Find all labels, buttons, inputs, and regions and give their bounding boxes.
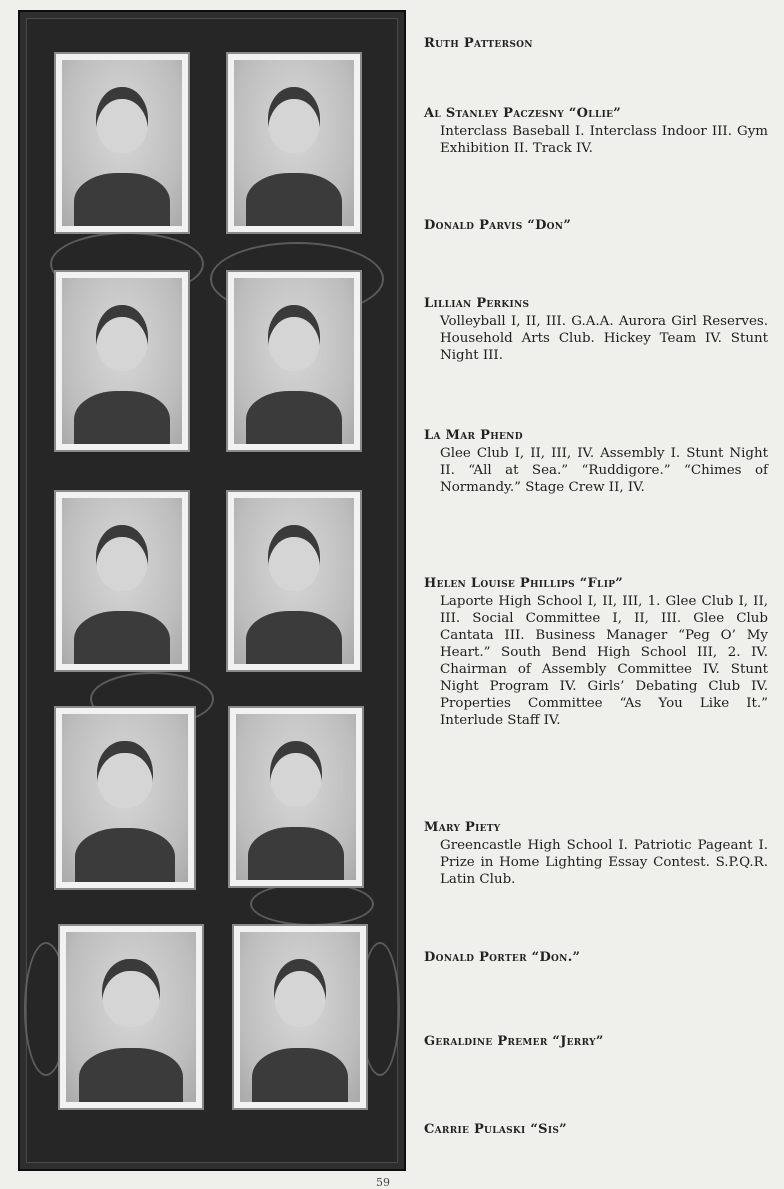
portrait-image <box>236 714 356 880</box>
student-name: Donald Parvis “Don” <box>424 218 572 233</box>
portrait-photo <box>226 490 362 672</box>
portrait-photo <box>58 924 204 1110</box>
student-name: Ruth Patterson <box>424 36 533 51</box>
student-activities: Laporte High School I, II, III, 1. Glee Club I, II, III. Social Committee I, II, III. Glee Club Cantata III. Business Manager “Peg O’ My Heart.” South Bend High School III, 2. IV. Chairman of Assembly Committee IV. Stunt Night Program IV. Girls’ Debating Club IV. Properties Committee “As You Like It.” Interlude Staff IV. <box>440 594 768 728</box>
portrait-photo <box>54 270 190 452</box>
portrait-image <box>234 498 354 664</box>
student-name: Donald Porter “Don.” <box>424 950 581 965</box>
student-entry <box>424 36 768 53</box>
student-entry <box>424 576 768 729</box>
student-name: Lillian Perkins <box>424 296 530 311</box>
student-activities: Glee Club I, II, III, IV. Assembly I. Stunt Night II. “All at Sea.” “Ruddigore.” “Chimes of Normandy.” Stage Crew II, IV. <box>440 446 768 495</box>
portrait-photo <box>54 52 190 234</box>
student-activities: Greencastle High School I. Patriotic Pageant I. Prize in Home Lighting Essay Contest. S.P.Q.R. Latin Club. <box>440 838 768 887</box>
portrait-photo <box>228 706 364 888</box>
portrait-image <box>66 932 196 1102</box>
student-entry <box>424 106 768 157</box>
student-entry <box>424 296 768 364</box>
portrait-photo <box>226 270 362 452</box>
portrait-photo <box>54 490 190 672</box>
portrait-photo <box>226 52 362 234</box>
portrait-image <box>62 714 188 882</box>
ornament-scroll <box>250 882 374 926</box>
student-name: Carrie Pulaski “Sis” <box>424 1122 567 1137</box>
portrait-image <box>234 278 354 444</box>
student-activities: Interclass Baseball I. Interclass Indoor III. Gym Exhibition II. Track IV. <box>440 124 768 156</box>
student-name: La Mar Phend <box>424 428 523 443</box>
photo-panel <box>18 10 406 1171</box>
portrait-image <box>62 60 182 226</box>
student-name: Al Stanley Paczesny “Ollie” <box>424 106 622 121</box>
portrait-photo <box>54 706 196 890</box>
portrait-image <box>62 498 182 664</box>
student-entry <box>424 428 768 496</box>
student-entry <box>424 820 768 888</box>
page-number: 59 <box>376 1176 390 1189</box>
student-entry <box>424 1122 768 1139</box>
student-activities: Volleyball I, II, III. G.A.A. Aurora Girl Reserves. Household Arts Club. Hickey Team IV. Stunt Night III. <box>440 314 768 363</box>
student-entry <box>424 218 768 235</box>
portrait-image <box>240 932 360 1102</box>
student-name: Geraldine Premer “Jerry” <box>424 1034 604 1049</box>
student-entry <box>424 1034 768 1051</box>
portrait-image <box>234 60 354 226</box>
portrait-photo <box>232 924 368 1110</box>
student-name: Mary Piety <box>424 820 501 835</box>
portrait-image <box>62 278 182 444</box>
student-name: Helen Louise Phillips “Flip” <box>424 576 624 591</box>
student-entry <box>424 950 768 967</box>
